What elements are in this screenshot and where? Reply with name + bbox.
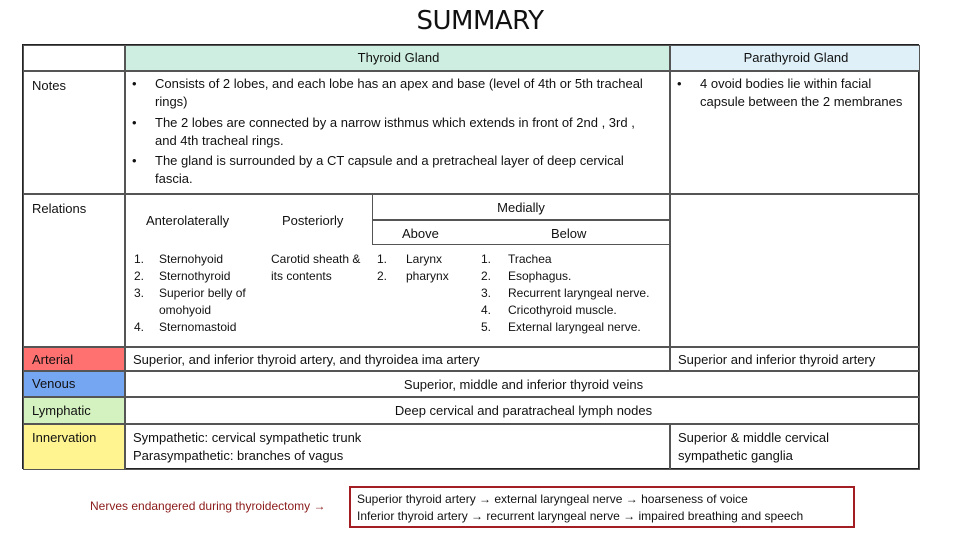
medially-label: Medially [497, 200, 545, 215]
above-list [406, 251, 449, 285]
header-thyroid [125, 45, 670, 71]
lymphatic-cell [125, 397, 920, 424]
venous-text: Superior, middle and inferior thyroid veins [403, 377, 644, 392]
notes-thyroid-2 [155, 114, 660, 150]
above-item: pharynx [406, 269, 449, 283]
above-item: Larynx [406, 252, 443, 266]
notes-thyroid-1-text: Consists of 2 lobes, and each lobe has an apex and base (level of 4th or 5th tracheal rings) [155, 76, 643, 109]
innervation-parathyroid-text: Superior & middle cervical sympathetic ganglia [678, 430, 830, 463]
innervation-line: Sympathetic: cervical sympathetic trunk [133, 430, 362, 445]
row-venous-label-cell [23, 371, 125, 397]
header-parathyroid [670, 45, 920, 71]
notes-parathyroid-1: 4 ovoid bodies lie within facial capsule between the 2 membranes [700, 76, 903, 109]
antero-num: 1. 2. 3. 4. [134, 252, 145, 334]
page-title: SUMMARY [416, 6, 544, 36]
arterial-parathyroid-text: Superior and inferior thyroid artery [678, 352, 876, 367]
bullet-icon: • [132, 76, 137, 91]
nerve-line: Superior thyroid artery → external laryngeal nerve → hoarseness of voice [357, 492, 748, 506]
antero-item: Superior belly of omohyoid [159, 286, 246, 317]
notes-thyroid-2-text: The 2 lobes are connected by a narrow isthmus which extends in front of 2nd , 3rd , and 4th tracheal rings. [155, 115, 635, 148]
row-notes-label: Notes [32, 78, 66, 93]
posteriorly-label: Posteriorly [282, 213, 344, 228]
bullet-icon: • [132, 115, 137, 130]
below-item: Cricothyroid muscle. [508, 303, 617, 317]
header-parathyroid-label: Parathyroid Gland [743, 50, 849, 65]
summary-table [22, 44, 919, 469]
nerve-line: Inferior thyroid artery → recurrent laryngeal nerve → impaired breathing and speech [357, 509, 804, 523]
below-item: Recurrent laryngeal nerve. [508, 286, 650, 300]
notes-thyroid-3-text: The gland is surrounded by a CT capsule and a pretracheal layer of deep cervical fascia. [155, 153, 624, 186]
row-relations-label-cell [23, 194, 125, 347]
antero-item: Sternothyroid [159, 269, 231, 283]
lymphatic-text: Deep cervical and paratracheal lymph nodes [394, 403, 653, 418]
row-innervation-label-cell [23, 424, 125, 470]
row-lymphatic-label: Lymphatic [32, 403, 91, 418]
header-thyroid-label: Thyroid Gland [357, 50, 440, 65]
antero-item: Sternohyoid [159, 252, 224, 266]
antero-item: Sternomastoid [159, 320, 237, 334]
arterial-thyroid-cell [125, 347, 670, 371]
row-innervation-label: Innervation [32, 430, 97, 445]
row-arterial-label-cell [23, 347, 125, 371]
above-num: 1. 2. [377, 252, 388, 283]
notes-thyroid-1 [155, 75, 660, 111]
antero-list [159, 251, 264, 336]
arterial-parathyroid-cell [670, 347, 920, 371]
innervation-parathyroid-cell [670, 424, 920, 470]
below-item: Esophagus. [508, 269, 572, 283]
anterolaterally-label: Anterolaterally [146, 213, 230, 228]
arterial-thyroid-text: Superior, and inferior thyroid artery, and thyroidea ima artery [133, 352, 480, 367]
posteriorly-text: Carotid sheath & its contents [271, 252, 361, 283]
bullet-icon: • [132, 153, 137, 168]
row-arterial-label: Arterial [32, 352, 74, 367]
below-item: Trachea [508, 252, 552, 266]
bullet-icon: • [677, 76, 682, 91]
below-label: Below [551, 226, 587, 241]
innervation-line: Parasympathetic: branches of vagus [133, 448, 344, 463]
below-list [508, 251, 668, 336]
row-lymphatic-label-cell [23, 397, 125, 424]
innervation-thyroid-cell [125, 424, 670, 470]
below-num: 1. 2. 3. 4. 5. [481, 252, 492, 334]
nerves-endangered-label: Nerves endangered during thyroidectomy → [90, 499, 326, 513]
notes-thyroid-3 [155, 152, 660, 188]
row-notes-label-cell [23, 71, 125, 194]
row-venous-label: Venous [32, 376, 76, 391]
row-relations-label: Relations [32, 201, 87, 216]
below-item: External laryngeal nerve. [508, 320, 641, 334]
venous-cell [125, 371, 920, 397]
innervation-thyroid-text [133, 429, 361, 465]
relations-parathyroid-cell [670, 194, 920, 347]
above-label: Above [402, 226, 439, 241]
nerves-endangered-box [349, 486, 855, 528]
header-empty [23, 45, 125, 71]
